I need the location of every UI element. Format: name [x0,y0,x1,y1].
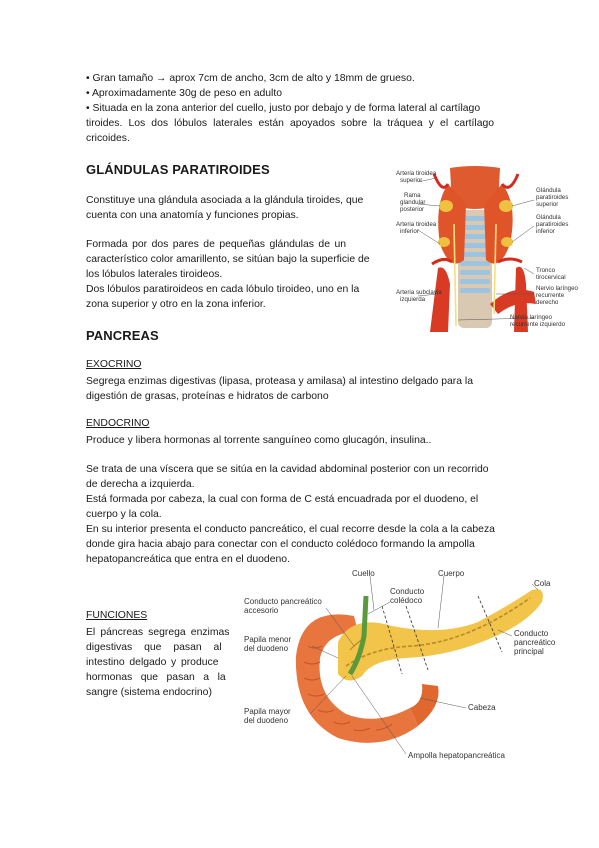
label-glandula-sup-3: superior [536,201,559,208]
pancreas-figure [242,566,560,766]
funciones-line3: intestino delgado y produce [86,657,219,668]
section-title-paratiroides: GLÁNDULAS PARATIROIDES [86,162,270,177]
label-tronco-2: tirocervical [536,274,566,281]
label-principal-3: principal [514,647,544,656]
paratiroides-p1-line2: cuenta con una anatomía y funciones propias. [86,210,299,221]
funciones-line5: sangre (sistema endocrino) [86,687,212,698]
label-arteria-tiroidea-sup-2: superior [400,177,423,184]
bullet-location-cont: tiroides. Los dos lóbulos laterales están apoyados sobre la tráquea y el cartílago [86,118,495,129]
label-nervio-derecho-3: derecho [536,299,559,306]
label-glandula-inf: Glándula [536,214,561,221]
subtitle-funciones: FUNCIONES [86,610,148,621]
label-nervio-izquierdo: Nervio laríngeo [510,314,552,321]
parathyroid-gland [439,200,453,212]
label-cuello: Cuello [352,569,375,578]
label-nervio-derecho: Nervio laríngeo [536,285,578,292]
subtitle-endocrino: ENDOCRINO [86,418,150,429]
funciones-line1: El páncreas segrega enzimas [86,627,230,638]
parathyroid-gland [438,237,450,247]
label-papila-mayor: Papila mayor [244,707,291,716]
label-rama-glandular-2: glandular [400,199,426,206]
pancreas-desc-line3: Está formada por cabeza, la cual con forma de C está encuadrada por el duodeno, el [86,494,479,505]
paratiroides-p1-line1: Constituye una glándula asociada a la glándula tiroides, que [86,195,364,206]
funciones-line2: digestivas que pasan al [86,642,222,653]
pancreas-desc-line6: donde gira hacia abajo para conectar con el conducto colédoco formando la ampolla [86,539,475,550]
bullet-location-end: cricoides. [86,133,130,144]
label-cuerpo: Cuerpo [438,569,465,578]
label-nervio-izquierdo-2: recurrente izquierdo [510,321,566,328]
label-cola: Cola [534,579,551,588]
label-glandula-sup: Glándula [536,187,561,194]
label-papila-mayor-2: del duodeno [244,716,289,725]
bullet-location: • Situada en la zona anterior del cuello, justo por debajo y de forma lateral al cartílago [86,103,481,114]
label-principal-2: pancreático [514,638,556,647]
section-title-pancreas: PANCREAS [86,328,159,343]
paratiroides-p2-line3: los lóbulos laterales tiroideos. [86,269,223,280]
exocrino-line1: Segrega enzimas digestivas (lipasa, proteasa y amilasa) al intestino delgado para la [86,376,473,387]
label-coledoco: Conducto [390,587,425,596]
paratiroides-p2-line2: característico color amarillento, se sitúan bajo la superficie de [86,254,370,265]
label-accesorio-2: accesorio [244,606,279,615]
label-arteria-tiroidea-inf-2: inferior [400,228,419,235]
pancreas-desc-line5: En su interior presenta el conducto pancreático, el cual recorre desde la cola a la cabeza [86,524,495,535]
label-coledoco-2: colédoco [390,596,423,605]
label-ampolla: Ampolla hepatopancreática [408,751,505,760]
label-arteria-subclavia: Arteria subclavia [396,289,442,296]
label-nervio-derecho-2: recurrente [536,292,565,299]
parathyroid-gland [501,237,513,247]
pancreas-desc-line1: Se trata de una víscera que se sitúa en la cavidad abdominal posterior con un recorrido [86,464,489,475]
paratiroides-p2-line1: Formada por dos pares de pequeñas glándulas de un [86,239,347,250]
label-accesorio: Conducto pancreático [244,597,322,606]
pancreas-desc-line7: hepatopancreática que entra en el duodeno. [86,554,290,565]
pancreas-shape [338,589,543,680]
funciones-line4: hormonas que pasan a la [86,672,226,683]
label-papila-menor: Papila menor [244,635,292,644]
paratiroides-p3-line2: zona superior y otro en la zona inferior. [86,299,266,310]
bullet-size: • Gran tamaño → aprox 7cm de ancho, 3cm de alto y 18mm de grueso. [86,73,415,84]
label-rama-glandular-3: posterior [400,206,425,213]
pancreas-desc-line4: cuerpo y la cola. [86,509,162,520]
endocrino-line: Produce y libera hormonas al torrente sanguíneo como glucagón, insulina.. [86,435,432,446]
label-arteria-tiroidea-inf: Arteria tiroidea [396,221,437,228]
bullet-weight: • Aproximadamente 30g de peso en adulto [86,88,283,99]
label-glandula-inf-3: inferior [536,228,555,235]
exocrino-line2: digestión de grasas, proteínas e hidratos de carbono [86,391,329,402]
label-arteria-tiroidea-sup: Arteria tiroidea [396,170,437,177]
label-papila-menor-2: del duodeno [244,644,289,653]
label-principal: Conducto [514,629,549,638]
label-glandula-inf-2: paratiroides [536,221,569,228]
parathyroid-gland [499,200,513,212]
label-cabeza: Cabeza [468,703,496,712]
subtitle-exocrino: EXOCRINO [86,359,142,370]
label-glandula-sup-2: paratiroides [536,194,569,201]
label-arteria-subclavia-2: izquierda [400,296,426,303]
label-rama-glandular: Rama [404,192,421,199]
pancreas-desc-line2: de derecha a izquierda. [86,479,195,490]
label-tronco: Tronco [536,267,556,274]
paratiroides-p3-line1: Dos lóbulos paratiroideos en cada lóbulo tiroideo, uno en la [86,284,360,295]
paratiroides-figure [394,164,582,332]
